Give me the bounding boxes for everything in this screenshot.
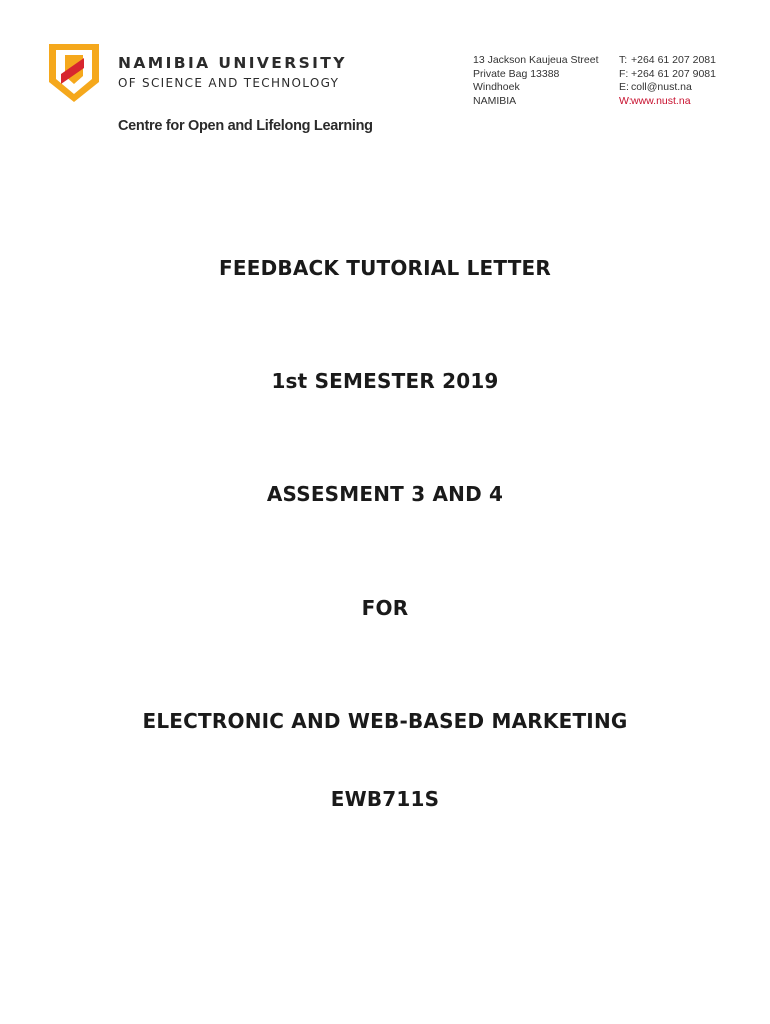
document-title: FEEDBACK TUTORIAL LETTER: [218, 256, 552, 280]
fax-row: [619, 68, 716, 82]
course-name: ELECTRONIC AND WEB-BASED MARKETING: [142, 709, 628, 733]
fax-value: +264 61 207 9081: [631, 67, 716, 80]
assessment-heading: ASSESMENT 3 AND 4: [266, 482, 504, 506]
semester-heading: 1st SEMESTER 2019: [271, 369, 499, 393]
email-label: E:: [619, 81, 629, 94]
letterhead: [0, 0, 770, 150]
centre-name: Centre for Open and Lifelong Learning: [118, 118, 373, 134]
phone-label: T:: [619, 54, 628, 66]
for-heading: FOR: [361, 596, 409, 620]
university-subtitle: OF SCIENCE AND TECHNOLOGY: [118, 76, 340, 90]
course-code: EWB711S: [330, 787, 440, 811]
university-name: NAMIBIA UNIVERSITY: [118, 54, 347, 72]
website-value: www.nust.na: [631, 94, 691, 107]
fax-label: F:: [619, 67, 629, 80]
email-row: [619, 81, 716, 95]
phone-row: [619, 54, 716, 68]
address-line: Windhoek: [473, 81, 520, 94]
phone-value: +264 61 207 2081: [631, 54, 716, 66]
address-line: NAMIBIA: [473, 94, 517, 107]
website-label: W:: [619, 94, 632, 107]
address-line: Private Bag 13388: [473, 67, 560, 80]
nust-logo-icon: [46, 42, 102, 104]
postal-address: [473, 54, 599, 108]
address-line: 13 Jackson Kaujeua Street: [473, 54, 599, 66]
website-row: [619, 95, 716, 109]
email-value: coll@nust.na: [631, 81, 692, 94]
contact-details: [619, 54, 716, 108]
